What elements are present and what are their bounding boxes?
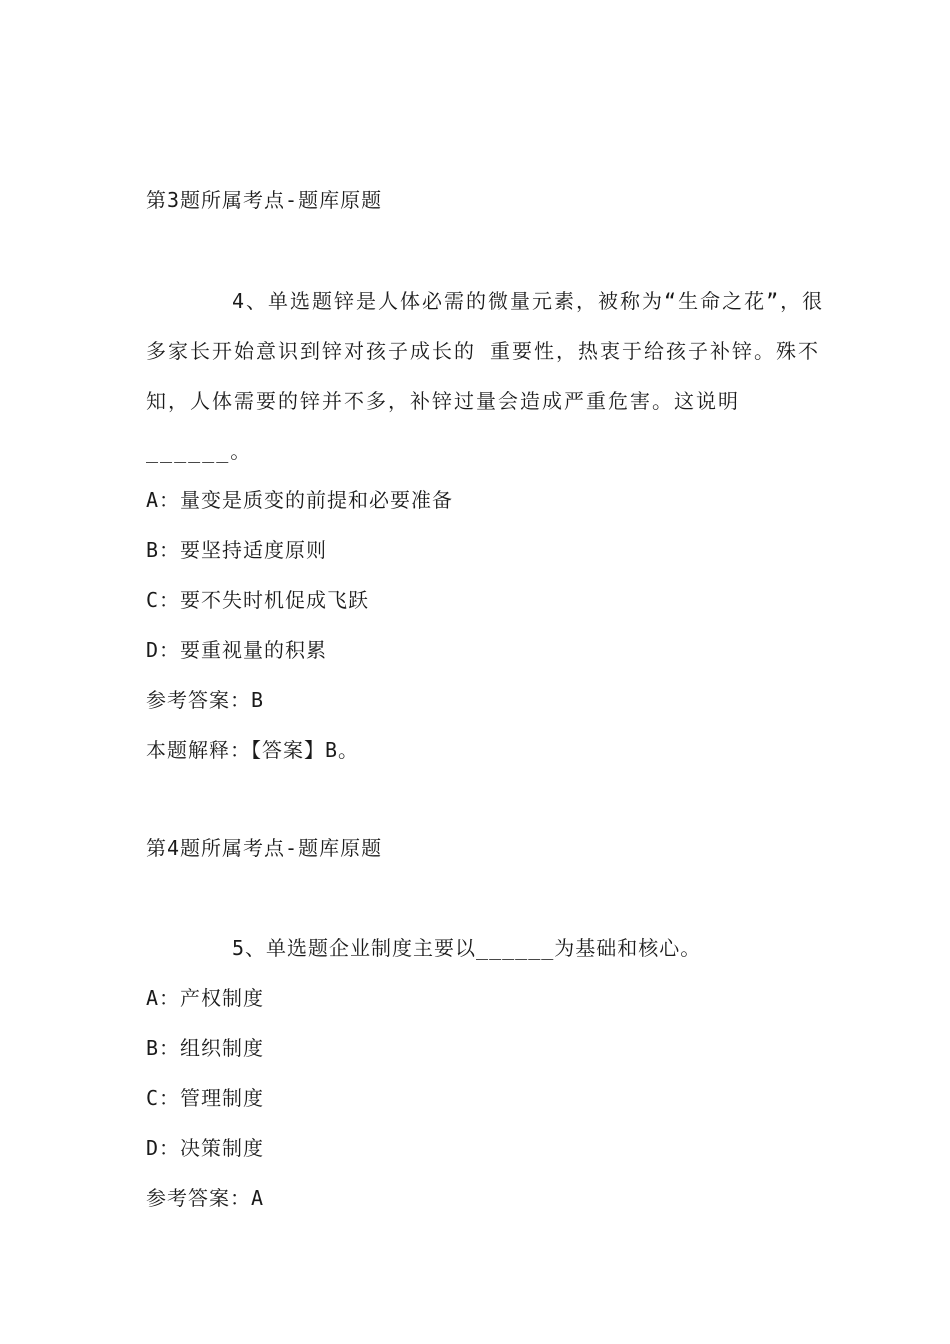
topic-label: 第3题所属考点-题库原题 bbox=[146, 188, 383, 212]
answer-explanation: 本题解释：【答案】B。 bbox=[146, 738, 360, 762]
reference-answer: 参考答案：A bbox=[146, 1186, 265, 1210]
question-text: 4、单选题锌是人体必需的微量元素，被称为“生命之花”，很多家长开始意识到锌对孩子成长的 重要性，热衷于给孩子补锌。殊不知，人体需要的锌并不多，补锌过量会造成严重危害。这说明______。 bbox=[146, 289, 825, 463]
option-b: B：要坚持适度原则 bbox=[146, 538, 328, 562]
option-d: D：决策制度 bbox=[146, 1136, 265, 1160]
option-c: C：管理制度 bbox=[146, 1086, 265, 1110]
option-c: C：要不失时机促成飞跃 bbox=[146, 588, 370, 612]
reference-answer: 参考答案：B bbox=[146, 688, 265, 712]
topic-label: 第4题所属考点-题库原题 bbox=[146, 836, 383, 860]
option-b: B：组织制度 bbox=[146, 1036, 265, 1060]
question-text: 5、单选题企业制度主要以______为基础和核心。 bbox=[232, 936, 702, 960]
option-d: D：要重视量的积累 bbox=[146, 638, 328, 662]
option-a: A：量变是质变的前提和必要准备 bbox=[146, 488, 454, 512]
option-a: A：产权制度 bbox=[146, 986, 265, 1010]
